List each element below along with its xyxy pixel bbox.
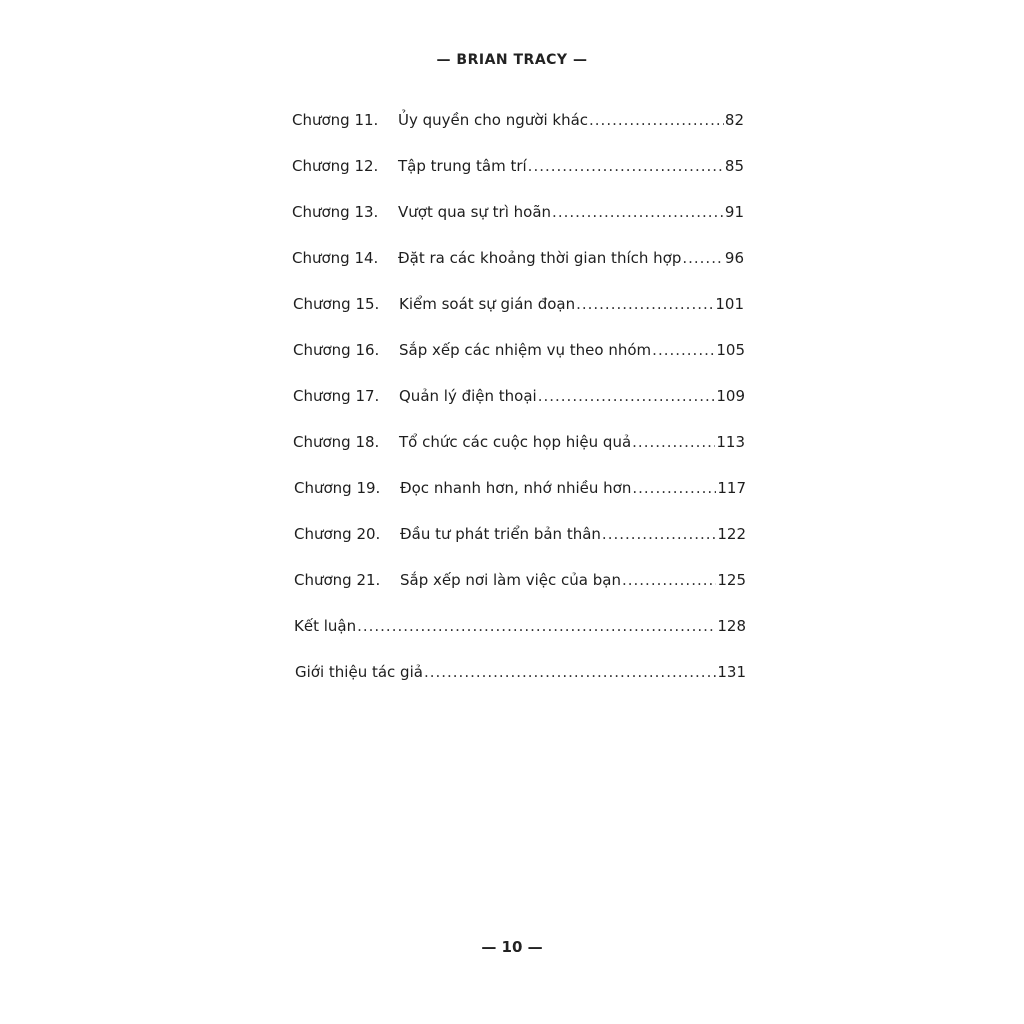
toc-entry-chapter-20 — [294, 525, 746, 543]
toc-entry-chapter-12 — [292, 157, 744, 175]
toc-entry-chapter-13 — [292, 203, 744, 221]
toc-entry-chapter-21 — [294, 571, 746, 589]
toc-chapter-label: Chương 13. — [292, 203, 379, 221]
toc-entry-chapter-17 — [293, 387, 745, 405]
toc-chapter-label: Chương 11. — [292, 111, 379, 129]
toc-page-number: 128 — [717, 617, 746, 635]
toc-dot-leader — [632, 479, 716, 497]
toc-chapter-title: Sắp xếp nơi làm việc của bạn — [400, 571, 621, 589]
toc-chapter-title: Đọc nhanh hơn, nhớ nhiều hơn — [400, 479, 632, 497]
toc-page-number: 122 — [717, 525, 746, 543]
toc-chapter-title: Đầu tư phát triển bản thân — [400, 525, 601, 543]
toc-entry-conclusion — [294, 617, 746, 635]
toc-section-title: Giới thiệu tác giả — [295, 663, 423, 681]
toc-dot-leader — [632, 433, 715, 451]
toc-chapter-label: Chương 15. — [293, 295, 380, 313]
toc-page-number: 113 — [716, 433, 745, 451]
toc-dot-leader — [652, 341, 715, 359]
toc-chapter-title: Quản lý điện thoại — [399, 387, 537, 405]
toc-dot-leader — [602, 525, 716, 543]
toc-chapter-title: Tổ chức các cuộc họp hiệu quả — [399, 433, 632, 451]
toc-dot-leader — [622, 571, 716, 589]
toc-chapter-label: Chương 14. — [292, 249, 379, 267]
toc-dot-leader — [682, 249, 724, 267]
toc-page-number: 85 — [724, 157, 744, 175]
table-of-contents — [0, 104, 1024, 704]
toc-page-number: 82 — [724, 111, 744, 129]
toc-chapter-title: Vượt qua sự trì hoãn — [398, 203, 552, 221]
toc-page-number: 117 — [717, 479, 746, 497]
toc-chapter-label: Chương 21. — [294, 571, 381, 589]
toc-page-number: 125 — [717, 571, 746, 589]
toc-entry-chapter-19 — [294, 479, 746, 497]
toc-dot-leader — [576, 295, 714, 313]
toc-entry-chapter-14 — [292, 249, 744, 267]
toc-entry-chapter-15 — [293, 295, 744, 313]
toc-page-number: 91 — [724, 203, 744, 221]
toc-chapter-title: Sắp xếp các nhiệm vụ theo nhóm — [399, 341, 652, 359]
toc-chapter-title: Đặt ra các khoảng thời gian thích hợp — [398, 249, 682, 267]
running-header: — BRIAN TRACY — — [436, 52, 588, 68]
page-number: — 10 — — [481, 938, 543, 956]
toc-dot-leader — [538, 387, 716, 405]
toc-page-number: 101 — [715, 295, 744, 313]
toc-dot-leader — [589, 111, 724, 129]
toc-chapter-label: Chương 20. — [294, 525, 381, 543]
toc-dot-leader — [357, 617, 716, 635]
toc-dot-leader — [424, 663, 716, 681]
toc-dot-leader — [528, 157, 724, 175]
toc-entry-chapter-18 — [293, 433, 745, 451]
toc-chapter-title: Ủy quyền cho người khác — [398, 111, 589, 129]
toc-entry-chapter-16 — [293, 341, 745, 359]
toc-chapter-title: Tập trung tâm trí — [398, 157, 527, 175]
toc-dot-leader — [552, 203, 724, 221]
toc-section-title: Kết luận — [294, 617, 357, 635]
toc-chapter-label: Chương 17. — [293, 387, 380, 405]
toc-page-number: 109 — [716, 387, 745, 405]
toc-chapter-label: Chương 19. — [294, 479, 381, 497]
toc-page-number: 96 — [724, 249, 744, 267]
toc-entry-chapter-11 — [292, 111, 744, 129]
toc-chapter-title: Kiểm soát sự gián đoạn — [399, 295, 576, 313]
toc-chapter-label: Chương 16. — [293, 341, 380, 359]
toc-chapter-label: Chương 18. — [293, 433, 380, 451]
toc-entry-author-intro — [295, 663, 746, 681]
toc-page-number: 131 — [717, 663, 746, 681]
toc-chapter-label: Chương 12. — [292, 157, 379, 175]
toc-page-number: 105 — [716, 341, 745, 359]
